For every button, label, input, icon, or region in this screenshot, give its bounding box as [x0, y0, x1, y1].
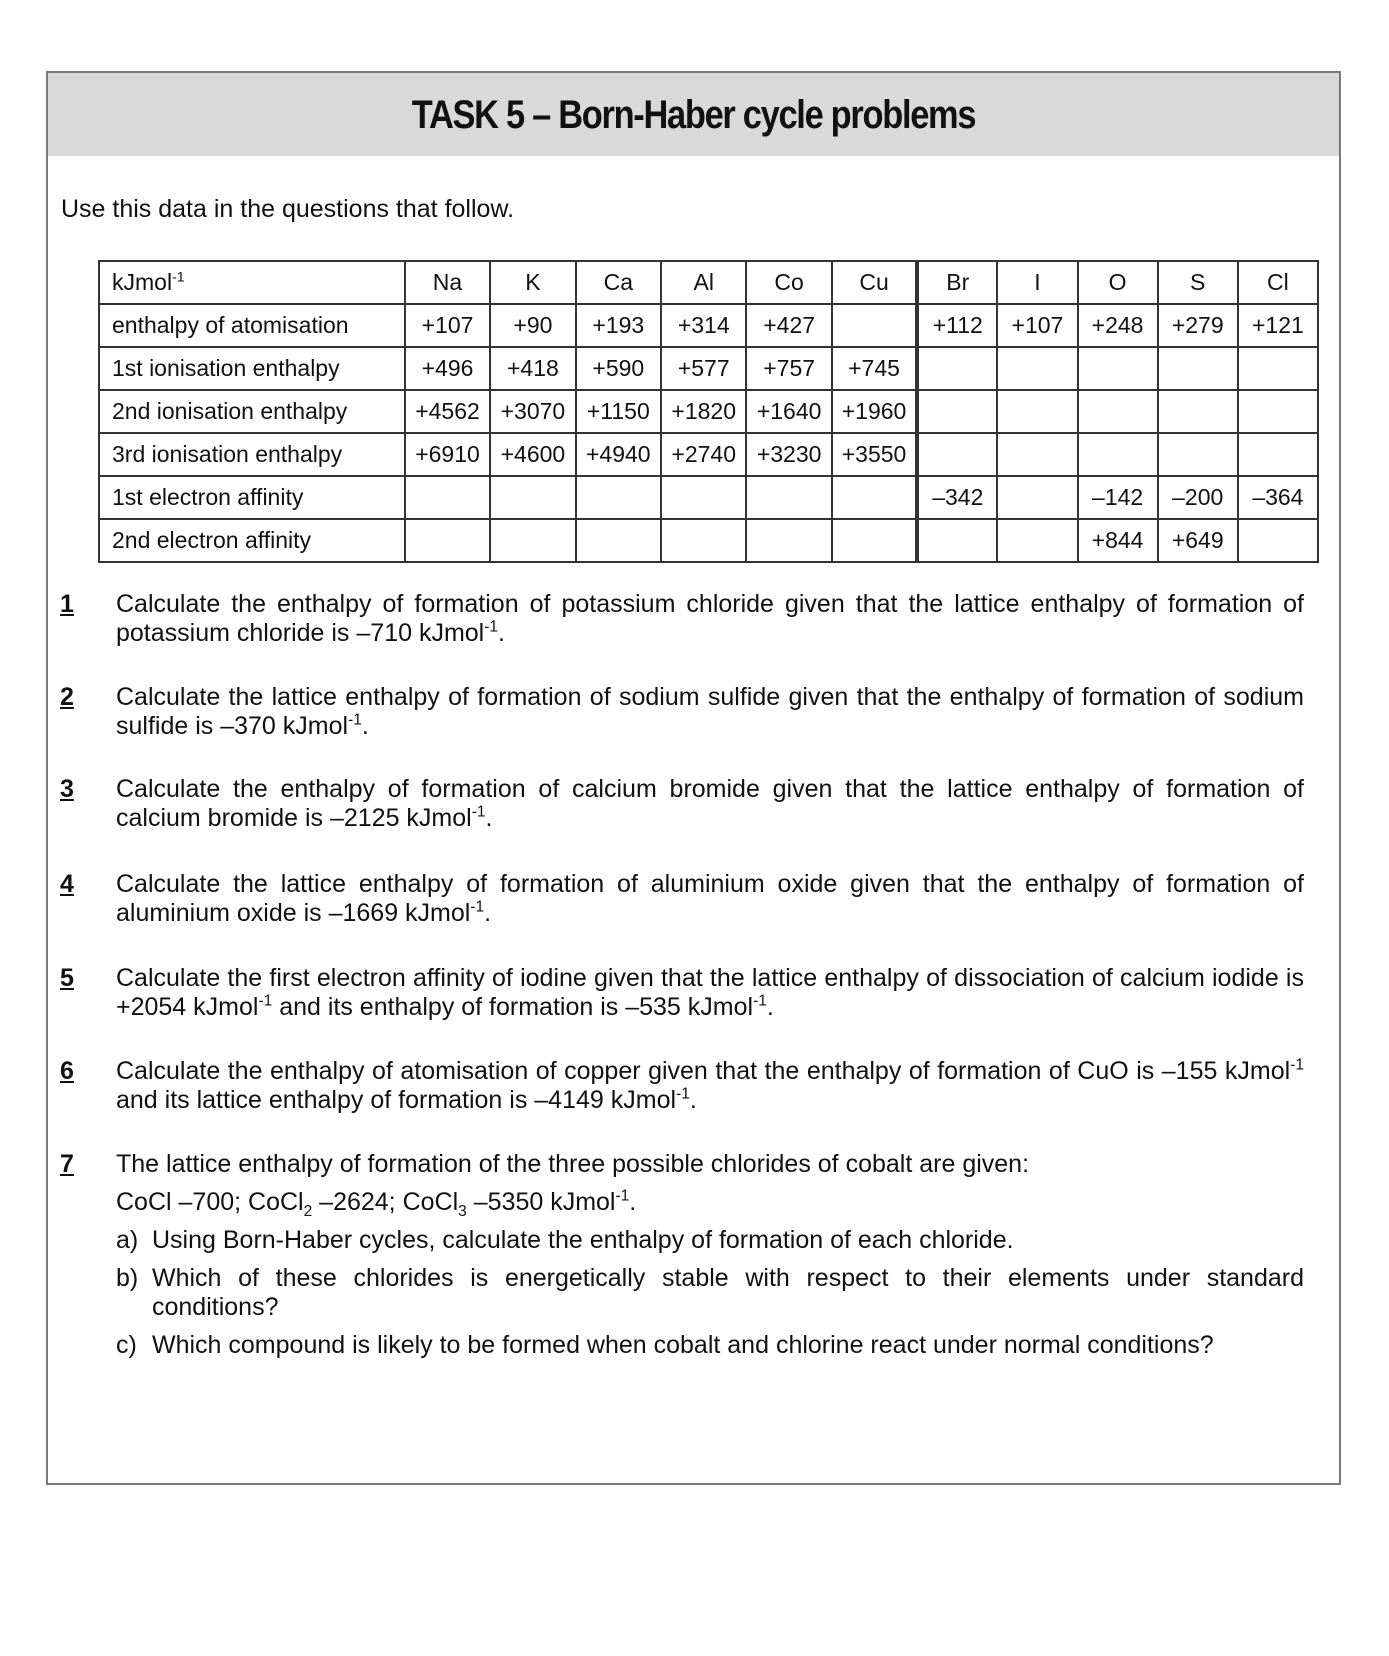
table-cell — [1158, 433, 1238, 476]
table-header-row — [99, 261, 1318, 304]
table-cell — [1238, 347, 1318, 390]
table-cell: +6910 — [405, 433, 490, 476]
table-cell — [1078, 347, 1158, 390]
table-cell — [746, 476, 831, 519]
table-cell: –342 — [917, 476, 997, 519]
table-cell — [832, 519, 917, 562]
table-cell: +121 — [1238, 304, 1318, 347]
table-cell: +1150 — [576, 390, 661, 433]
table-cell — [917, 519, 997, 562]
table-cell — [490, 476, 575, 519]
table-cell — [917, 390, 997, 433]
table-cell — [1078, 390, 1158, 433]
question-text: Calculate the lattice enthalpy of formation of sodium sulfide given that the enthalpy of formation of sodium sulfide is –370 kJmol$^{-1}$. — [116, 683, 1304, 740]
page-title: TASK 5 – Born-Haber cycle problems — [411, 93, 976, 137]
table-cell: –364 — [1238, 476, 1318, 519]
question-2 — [60, 683, 1304, 741]
table-cell — [746, 519, 831, 562]
table-cell: +496 — [405, 347, 490, 390]
table-cell — [832, 304, 917, 347]
table-row — [99, 347, 1318, 390]
table-cell: +2740 — [661, 433, 746, 476]
table-cell — [490, 519, 575, 562]
table-cell — [1078, 433, 1158, 476]
table-cell — [997, 519, 1077, 562]
table-column-header: Al — [661, 261, 746, 304]
table-cell: +577 — [661, 347, 746, 390]
table-cell: +4562 — [405, 390, 490, 433]
table-cell: +427 — [746, 304, 831, 347]
table-cell — [917, 433, 997, 476]
table-cell — [997, 476, 1077, 519]
table-cell — [1158, 347, 1238, 390]
table-column-header: K — [490, 261, 575, 304]
table-column-header: O — [1078, 261, 1158, 304]
question-1 — [60, 590, 1304, 648]
question-text: Calculate the first electron affinity of iodine given that the lattice enthalpy of dissociation of calcium iodide is +2054 kJmol$^{-1}$ and its enthalpy of formation is –535 kJmol$^{-1}$. — [116, 964, 1304, 1021]
table-cell: +107 — [997, 304, 1077, 347]
table-cell: +3550 — [832, 433, 917, 476]
table-column-header: Ca — [576, 261, 661, 304]
table-cell: +4600 — [490, 433, 575, 476]
table-cell — [661, 476, 746, 519]
table-column-header: Cl — [1238, 261, 1318, 304]
table-cell: +649 — [1158, 519, 1238, 562]
table-column-header: Co — [746, 261, 831, 304]
table-cell — [576, 519, 661, 562]
table-cell: +1820 — [661, 390, 746, 433]
table-row — [99, 433, 1318, 476]
table-cell: +590 — [576, 347, 661, 390]
question-number: 6 — [60, 1057, 74, 1085]
table-row — [99, 390, 1318, 433]
question-number: 4 — [60, 870, 74, 898]
table-cell: +314 — [661, 304, 746, 347]
table-row-label: enthalpy of atomisation — [99, 304, 405, 347]
table-cell: +745 — [832, 347, 917, 390]
question-number: 7 — [60, 1150, 74, 1178]
data-table — [98, 260, 1319, 563]
question-6 — [60, 1057, 1304, 1115]
question-4 — [60, 870, 1304, 928]
table-row-label: 2nd electron affinity — [99, 519, 405, 562]
table-column-header: Na — [405, 261, 490, 304]
task-frame — [46, 71, 1341, 1485]
table-cell: +418 — [490, 347, 575, 390]
table-cell — [1238, 390, 1318, 433]
question-7-part-b: b) Which of these chlorides is energetically stable with respect to their elements under standard conditions? — [116, 1264, 1304, 1321]
table-cell: +248 — [1078, 304, 1158, 347]
table-cell — [832, 476, 917, 519]
table-cell — [1158, 390, 1238, 433]
table-unit-header: kJmol$^{-1}$ — [99, 261, 405, 304]
table-cell — [576, 476, 661, 519]
table-cell: +844 — [1078, 519, 1158, 562]
table-cell: +112 — [917, 304, 997, 347]
question-7 — [60, 1150, 1304, 1360]
table-cell — [997, 347, 1077, 390]
title-bar — [48, 73, 1339, 156]
table-cell: +3230 — [746, 433, 831, 476]
table-column-header: Br — [917, 261, 997, 304]
table-column-header: Cu — [832, 261, 917, 304]
cobalt-chloride-data: CoCl –700; CoCl$_2$ –2624; CoCl$_3$ –5350 kJmol$^{-1}$. — [116, 1187, 637, 1220]
question-text: Calculate the enthalpy of formation of calcium bromide given that the lattice enthalpy of formation of calcium bromide is –2125 kJmol$^{-1}$. — [116, 775, 1304, 832]
question-7-part-a: a) Using Born-Haber cycles, calculate the enthalpy of formation of each chloride. — [116, 1226, 1014, 1254]
question-3 — [60, 775, 1304, 833]
table-cell — [405, 476, 490, 519]
table-cell: +4940 — [576, 433, 661, 476]
question-number: 1 — [60, 590, 74, 618]
intro-text: Use this data in the questions that follow. — [61, 195, 515, 223]
table-column-header: S — [1158, 261, 1238, 304]
table-cell — [405, 519, 490, 562]
question-text: Calculate the enthalpy of atomisation of copper given that the enthalpy of formation of CuO is –155 kJmol$^{-1}$ and its lattice enthalpy of formation is –4149 kJmol$^{-1}$. — [116, 1056, 1304, 1114]
table-cell: +90 — [490, 304, 575, 347]
table-cell — [661, 519, 746, 562]
table-cell: +3070 — [490, 390, 575, 433]
table-cell — [997, 390, 1077, 433]
table-cell: –142 — [1078, 476, 1158, 519]
table-cell: +1640 — [746, 390, 831, 433]
table-cell — [1238, 433, 1318, 476]
question-7-part-c: c) Which compound is likely to be formed when cobalt and chlorine react under normal conditions? — [116, 1331, 1214, 1359]
question-text: Calculate the enthalpy of formation of potassium chloride given that the lattice enthalpy of formation of potassium chloride is –710 kJmol$^{-1}$. — [116, 590, 1304, 647]
table-row-label: 1st electron affinity — [99, 476, 405, 519]
table-cell — [1238, 519, 1318, 562]
table-cell: +1960 — [832, 390, 917, 433]
question-text: The lattice enthalpy of formation of the three possible chlorides of cobalt are given: — [116, 1150, 1030, 1178]
table-cell: +279 — [1158, 304, 1238, 347]
table-row — [99, 519, 1318, 562]
table-cell: +107 — [405, 304, 490, 347]
question-number: 5 — [60, 964, 74, 992]
table-cell: +193 — [576, 304, 661, 347]
table-cell: –200 — [1158, 476, 1238, 519]
table-cell — [997, 433, 1077, 476]
table-row-label: 3rd ionisation enthalpy — [99, 433, 405, 476]
table-row-label: 2nd ionisation enthalpy — [99, 390, 405, 433]
question-number: 3 — [60, 775, 74, 803]
table-cell: +757 — [746, 347, 831, 390]
table-row — [99, 304, 1318, 347]
question-number: 2 — [60, 683, 74, 711]
question-text: Calculate the lattice enthalpy of formation of aluminium oxide given that the enthalpy of formation of aluminium oxide is –1669 kJmol$^{-1}$. — [116, 870, 1304, 927]
table-row-label: 1st ionisation enthalpy — [99, 347, 405, 390]
table-column-header: I — [997, 261, 1077, 304]
table-row — [99, 476, 1318, 519]
table-cell — [917, 347, 997, 390]
question-5 — [60, 964, 1304, 1022]
